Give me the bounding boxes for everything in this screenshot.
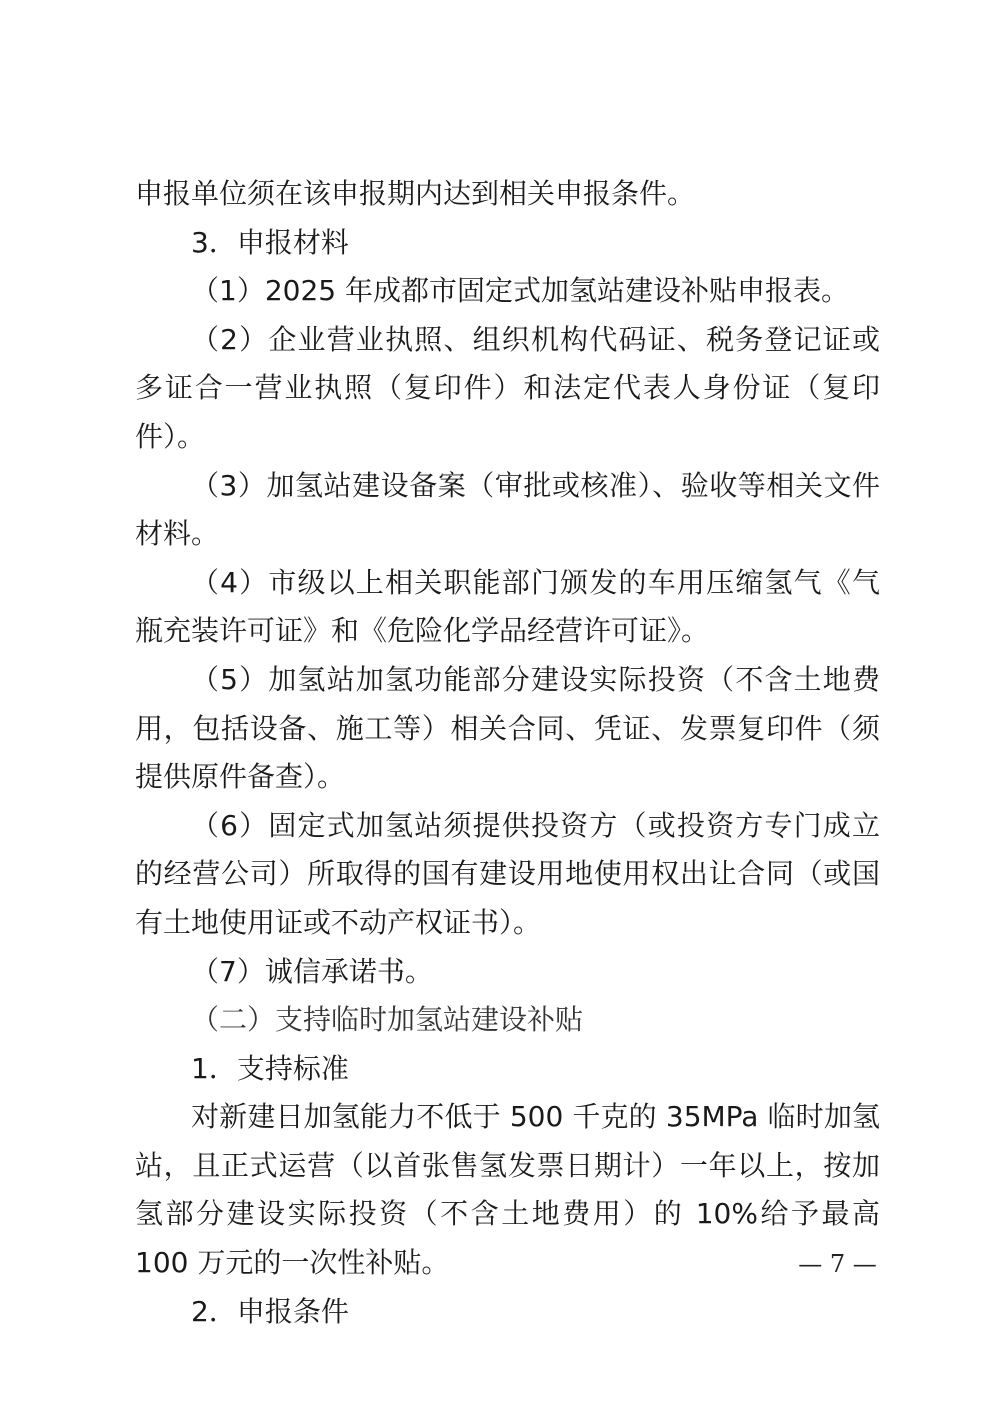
list-item-6: （6）固定式加氢站须提供投资方（或投资方专门成立的经营公司）所取得的国有建设用地使用权出让合同（或国有土地使用证或不动产权证书）。 <box>135 808 880 939</box>
list-item-4: （4）市级以上相关职能部门颁发的车用压缩氢气《气瓶充装许可证》和《危险化学品经营许可证》。 <box>135 565 880 648</box>
paragraph-support-standard: 对新建日加氢能力不低于 500 千克的 35MPa 临时加氢站，且正式运营（以首张售氢发票日期计）一年以上，按加氢部分建设实际投资（不含土地费用）的 10%给予最高 100 万元的一次性补贴。 <box>135 1100 880 1280</box>
heading-application-conditions: 2．申报条件 <box>191 1294 349 1328</box>
section-heading-temporary-station: （二）支持临时加氢站建设补贴 <box>191 1003 584 1037</box>
list-item-7: （7）诚信承诺书。 <box>191 954 433 988</box>
list-item-1: （1）2025 年成都市固定式加氢站建设补贴申报表。 <box>191 274 849 308</box>
list-item-5: （5）加氢站加氢功能部分建设实际投资（不含土地费用，包括设备、施工等）相关合同、凭证、发票复印件（须提供原件备查）。 <box>135 662 880 794</box>
page-number: — 7 — <box>798 1250 877 1278</box>
list-item-3: （3）加氢站建设备案（审批或核准）、验收等相关文件材料。 <box>135 468 880 551</box>
document-body <box>135 170 880 1336</box>
list-item-2: （2）企业营业执照、组织机构代码证、税务登记证或多证合一营业执照（复印件）和法定代表人身份证（复印件）。 <box>135 322 880 453</box>
heading-application-materials: 3．申报材料 <box>191 225 349 259</box>
paragraph-continuation: 申报单位须在该申报期内达到相关申报条件。 <box>135 177 696 210</box>
heading-support-standard: 1．支持标准 <box>191 1051 349 1085</box>
